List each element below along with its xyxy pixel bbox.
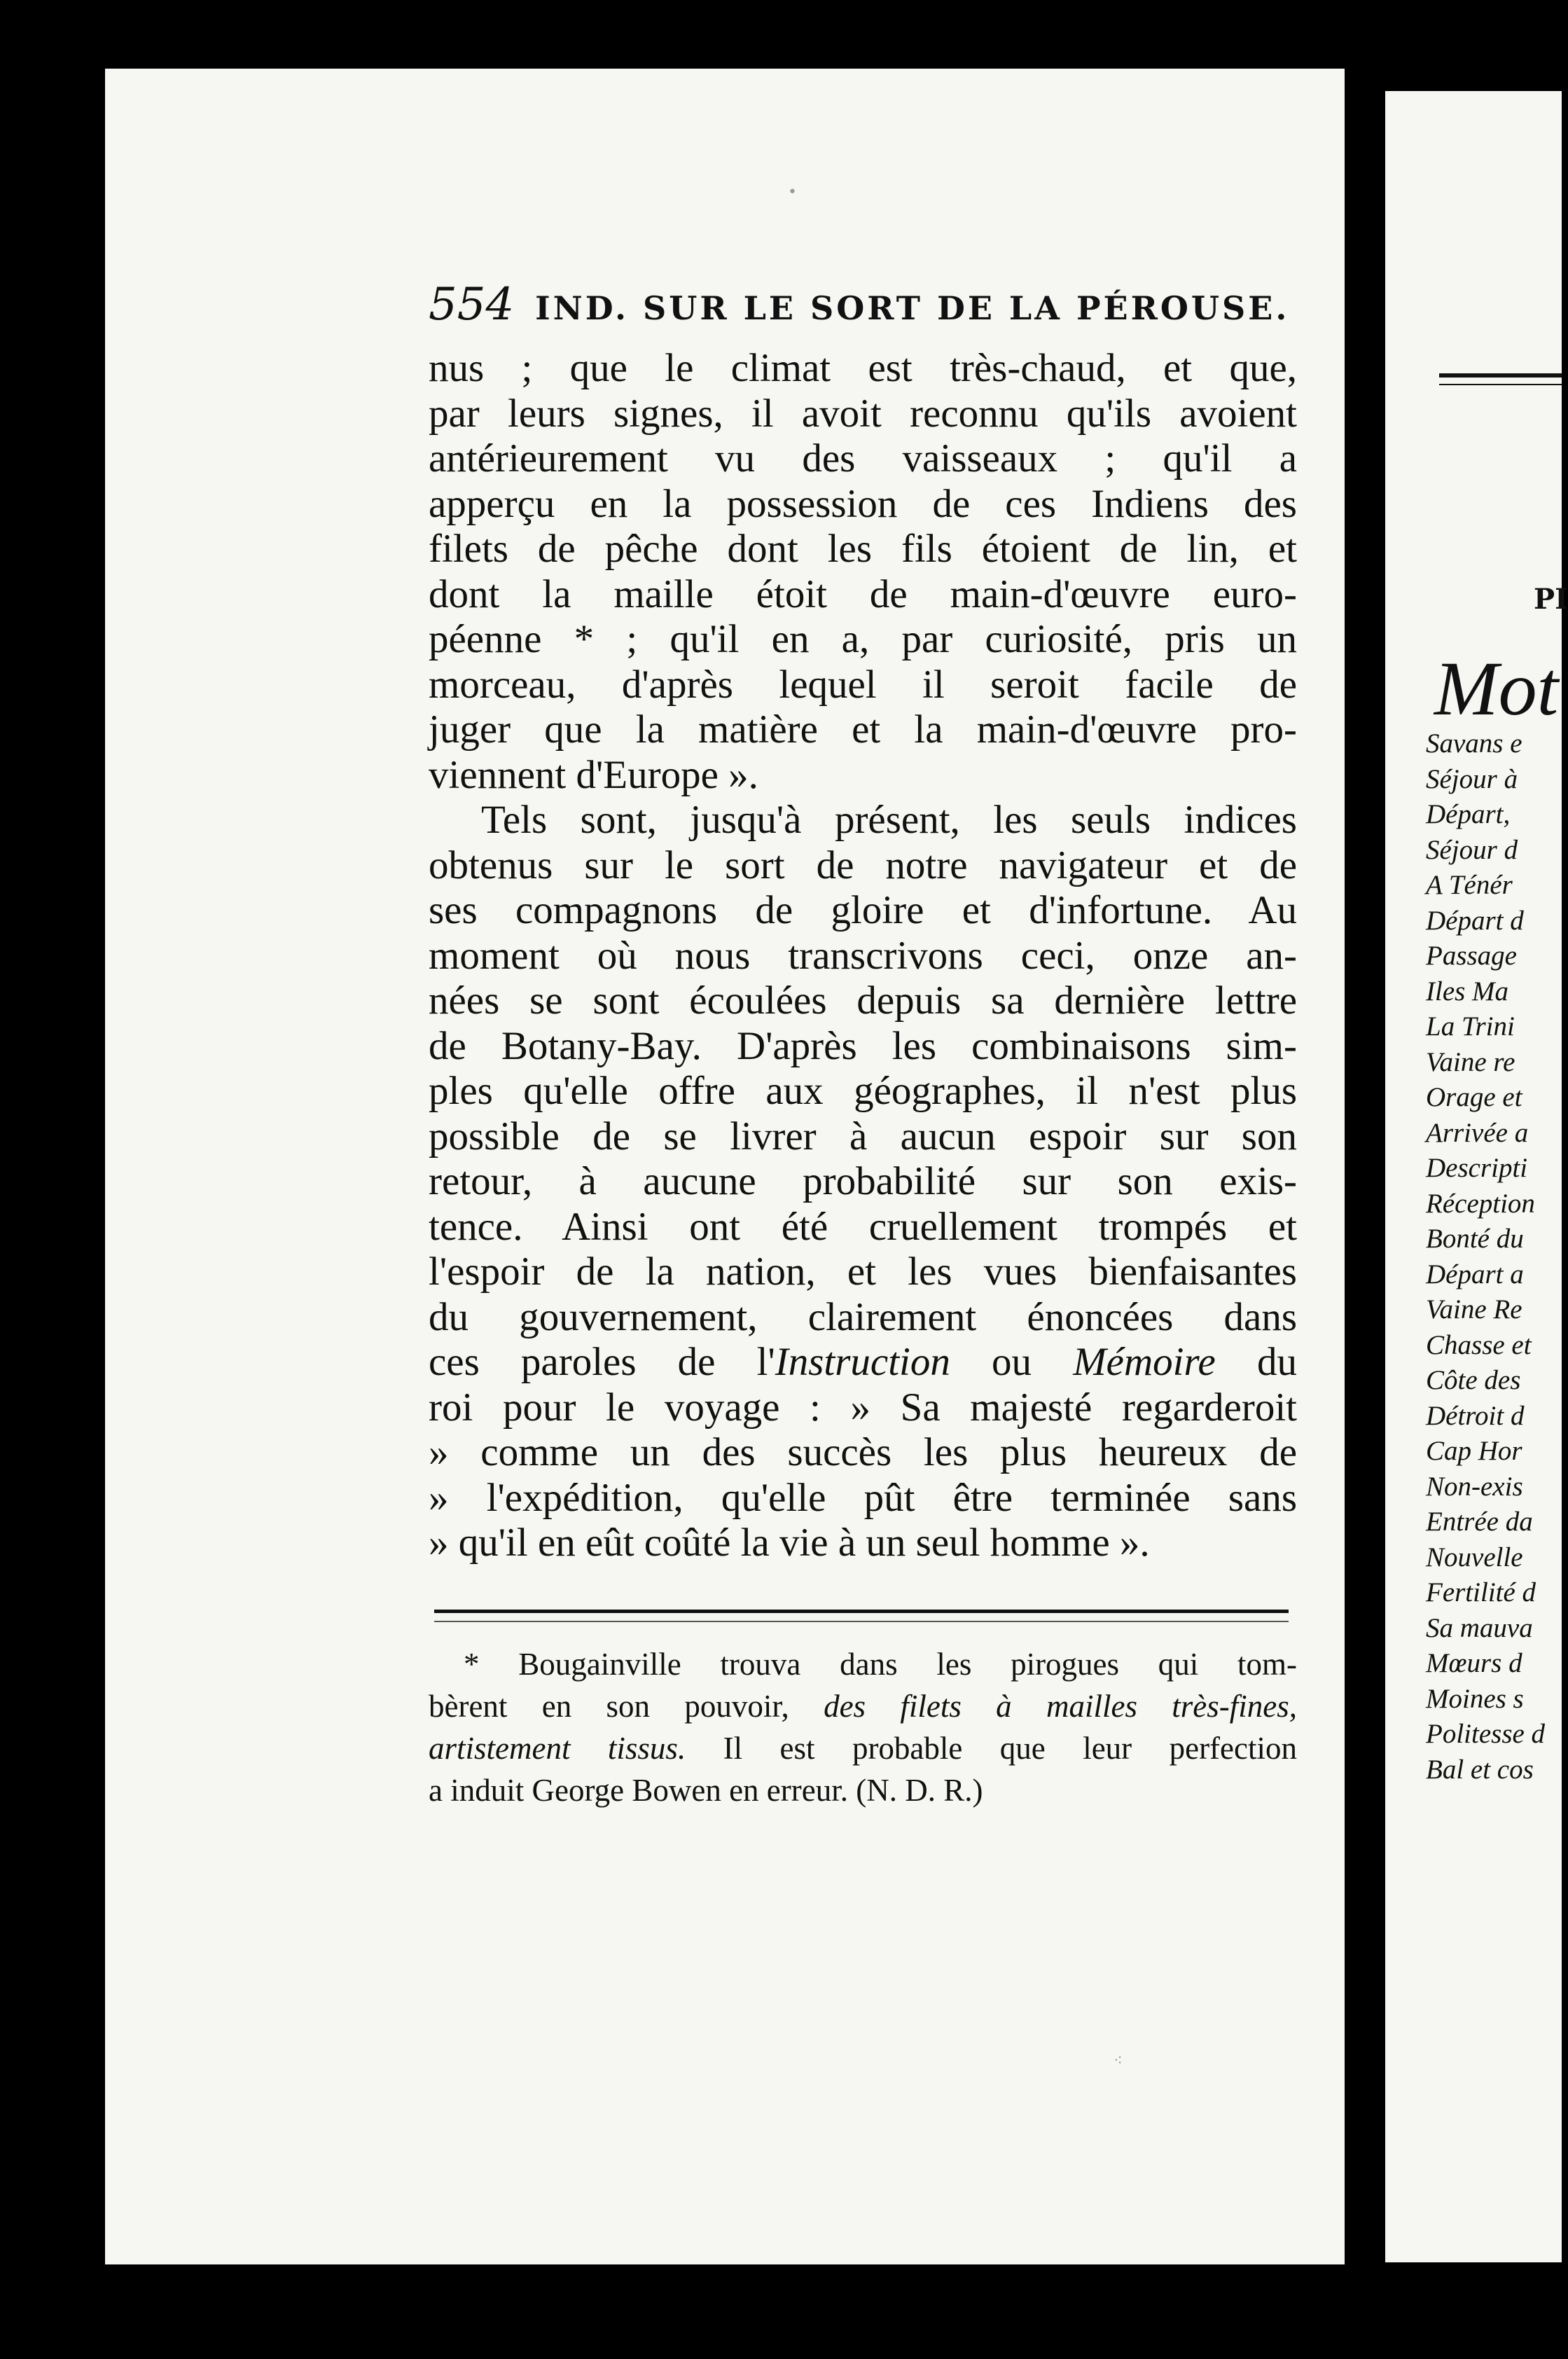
- footnote: [429, 1643, 1297, 1811]
- text-line: ses compagnons de gloire et d'infortune. Au: [429, 888, 1297, 932]
- list-item: Réception: [1426, 1188, 1535, 1219]
- text-line: apperçu en la possession de ces Indiens des: [429, 481, 1297, 526]
- drop-cap: Mot: [1434, 646, 1559, 731]
- footnote-line: [429, 1685, 1297, 1727]
- list-item: Bonté du: [1426, 1224, 1524, 1254]
- list-item: Séjour à: [1426, 763, 1518, 794]
- italic-phrase: des filets à mailles très-fines,: [824, 1689, 1297, 1724]
- running-head: IND. SUR LE SORT DE LA PÉROUSE.: [535, 289, 1290, 327]
- list-item: Politesse d: [1426, 1719, 1546, 1749]
- list-item: La Trini: [1426, 1011, 1515, 1042]
- list-item: Nouvelle: [1426, 1542, 1523, 1572]
- footnote-line: * Bougainville trouva dans les pirogues qui tom-: [464, 1647, 1297, 1682]
- text-line: Tels sont, jusqu'à présent, les seuls indices: [481, 798, 1297, 842]
- text-line: possible de se livrer à aucun espoir sur son: [429, 1114, 1297, 1158]
- list-item: Vaine Re: [1426, 1294, 1522, 1324]
- list-item: Passage: [1426, 941, 1517, 971]
- text-line: obtenus sur le sort de notre navigateur et de: [429, 843, 1297, 887]
- text-line: viennent d'Europe ».: [429, 752, 758, 797]
- list-item: Vaine re: [1426, 1046, 1515, 1077]
- list-item: Orage et: [1426, 1082, 1522, 1112]
- text-line: l'espoir de la nation, et les vues bienfaisantes: [429, 1250, 1297, 1294]
- italic-phrase: artistement tissus.: [429, 1731, 686, 1766]
- text-line: retour, à aucune probabilité sur son exis-: [429, 1159, 1297, 1203]
- text-line: nées se sont écoulées depuis sa dernière lettre: [429, 978, 1297, 1023]
- text-line: » l'expédition, qu'elle pût être terminée sans: [429, 1475, 1297, 1520]
- text-line: morceau, d'après lequel il seroit facile de: [429, 662, 1297, 707]
- list-item: Arrivée a: [1426, 1117, 1529, 1148]
- list-item: Descripti: [1426, 1153, 1528, 1183]
- text-segment: Il est probable que leur perfection: [686, 1731, 1297, 1766]
- list-item: Savans e: [1426, 728, 1522, 759]
- right-page-title: PI: [1534, 583, 1568, 616]
- footnote-line: [429, 1727, 1297, 1769]
- list-item: Entrée da: [1426, 1507, 1533, 1537]
- text-line: moment où nous transcrivons ceci, onze an-: [429, 933, 1297, 978]
- title-memoire: Mémoire: [1073, 1340, 1216, 1384]
- text-line: dont la maille étoit de main-d'œuvre euro-: [429, 572, 1297, 616]
- text-line: ples qu'elle offre aux géographes, il n'est plus: [429, 1069, 1297, 1113]
- ink-speck: ⁖: [1113, 2052, 1123, 2070]
- list-item: Séjour d: [1426, 834, 1518, 865]
- text-line: par leurs signes, il avoit reconnu qu'ils avoient: [429, 391, 1297, 436]
- text-line: roi pour le voyage : » Sa majesté regarderoit: [429, 1385, 1297, 1430]
- list-item: Moines s: [1426, 1683, 1524, 1714]
- text-line: [429, 1340, 1297, 1385]
- page-number: 554: [429, 279, 515, 331]
- list-item: Chasse et: [1426, 1329, 1532, 1360]
- list-item: Mœurs d: [1426, 1648, 1522, 1678]
- page-header: [429, 279, 1297, 331]
- text-line: de Botany-Bay. D'après les combinaisons sim-: [429, 1023, 1297, 1068]
- text-line: péenne * ; qu'il en a, par curiosité, pris un: [429, 617, 1297, 661]
- footnote-rule-thin: [434, 1621, 1289, 1622]
- ornamental-rule-thin: [1439, 384, 1562, 385]
- list-item: Départ a: [1426, 1259, 1524, 1289]
- title-instruction: Instruction: [775, 1340, 950, 1384]
- body-text: [429, 346, 1297, 1566]
- text-line: » qu'il en eût coûté la vie à un seul homme ».: [429, 1521, 1150, 1565]
- text-line: tence. Ainsi ont été cruellement trompés et: [429, 1204, 1297, 1249]
- list-item: Sa mauva: [1426, 1612, 1533, 1643]
- text-line: juger que la matière et la main-d'œuvre pro-: [429, 707, 1297, 752]
- list-item: Départ,: [1426, 799, 1511, 829]
- list-item: Bal et cos: [1426, 1754, 1534, 1785]
- text-line: » comme un des succès les plus heureux de: [429, 1430, 1297, 1474]
- footnote-line: a induit George Bowen en erreur. (N. D. R.): [429, 1773, 983, 1808]
- text-segment: du: [1215, 1340, 1297, 1384]
- text-line: antérieurement vu des vaisseaux ; qu'il a: [429, 436, 1297, 480]
- list-item: Détroit d: [1426, 1400, 1525, 1431]
- table-of-contents: [1426, 726, 1545, 1787]
- text-line: nus ; que le climat est très-chaud, et que,: [429, 346, 1297, 390]
- ornamental-rule: [1439, 373, 1562, 378]
- footnote-rule: [434, 1610, 1289, 1613]
- list-item: Cap Hor: [1426, 1436, 1522, 1466]
- text-segment: ces paroles de l': [429, 1340, 775, 1384]
- list-item: Iles Ma: [1426, 976, 1509, 1006]
- list-item: Départ d: [1426, 905, 1524, 936]
- list-item: Fertilité d: [1426, 1577, 1536, 1607]
- text-segment: bèrent en son pouvoir,: [429, 1689, 824, 1724]
- list-item: A Ténér: [1426, 870, 1513, 900]
- list-item: Non-exis: [1426, 1471, 1523, 1502]
- list-item: Côte des: [1426, 1365, 1521, 1395]
- ink-speck: •: [788, 184, 797, 201]
- text-line: du gouvernement, clairement énoncées dans: [429, 1294, 1297, 1339]
- text-line: filets de pêche dont les fils étoient de lin, et: [429, 527, 1297, 571]
- text-segment: ou: [950, 1340, 1074, 1384]
